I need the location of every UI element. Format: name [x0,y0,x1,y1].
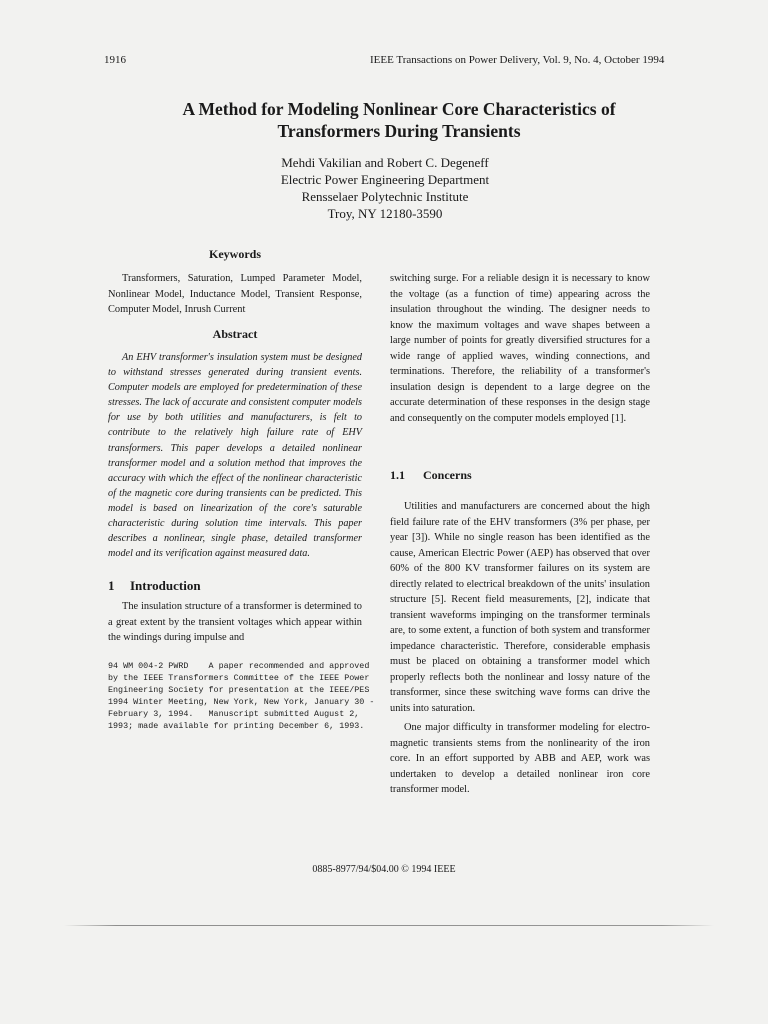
footnote-line: 1994 Winter Meeting, New York, New York, January 30 - [108,697,375,708]
author-location: Troy, NY 12180-3590 [327,206,443,221]
author-institute: Rensselaer Polytechnic Institute [301,189,469,204]
author-department: Electric Power Engineering Department [280,172,490,187]
footnote-line: by the IEEE Transformers Committee of the IEEE Power [108,673,370,684]
concerns-paragraph-1: Utilities and manufacturers are concerned about the high field failure rate of the EHV transformers (3% per phase, per year [3]). While no single reason has been identified as the cause, American Electric Power (AEP) has observed that over 60% of the 800 KV transformer failures on its system are directly related to electrical breakdown of the units' insulation structure [5]. Recent field measurements, [2], indicate that transient waveforms impinging on the transformer terminals are, to some extent, a function of both system and transformer impedance characteristic. Therefore, considerable emphasis must be placed on obtaining a transformer model which properly reflects both the nonlinear and lossy nature of the transformer, since these switching wave forms can drive the units into saturation. [390,501,650,714]
keywords-text: Transformers, Saturation, Lumped Parameter Model, Nonlinear Model, Inductance Model, Transient Response, Computer Model, Inrush Current [108,273,362,315]
keywords-heading: Keywords [209,247,261,261]
concerns-title: Concerns [423,468,472,482]
title-line-2: Transformers During Transients [277,121,521,141]
paper-title [90,98,708,142]
introduction-section [108,578,362,646]
scan-rule-line [64,925,714,926]
title-line-1: A Method for Modeling Nonlinear Core Characteristics of [182,99,616,119]
introduction-text: The insulation structure of a transformer is determined to a great extent by the transient voltages which appear within the windings during impulse and [108,601,362,643]
footnote [108,660,378,733]
footnote-line: February 3, 1994. Manuscript submitted August 2, [108,709,360,720]
abstract-text: An EHV transformer's insulation system must be designed to withstand stresses generated during transient events. Computer models are employed for predetermination of these stresses. The lack of accurate and consistent computer models for use by both utilities and manufacturers, is felt to contribute to the relatively high failure rate of EHV transformers. This paper develops a detailed nonlinear transformer model and a solution method that improves the accuracy with which the effect of the nonlinear characteristic of the magnetic core during transients can be predicted. This model is based on linearization of the core's saturable characteristic during solution time intervals. This paper describes a nonlinear, single phase, detailed transformer model and its verification against measured data. [108,352,362,560]
introduction-number: 1 [108,578,115,593]
intro-continued [390,271,650,426]
page-number: 1916 [104,54,126,66]
concerns-heading [390,468,650,483]
keywords-section [108,247,362,318]
concerns-paragraph-2: One major difficulty in transformer modeling for electro-magnetic transients stems from the nonlinearity of the iron core. In an effort supported by ABB and AEP, work was undertaken to develop a detailed nonlinear iron core transformer model. [390,722,650,795]
concerns-number: 1.1 [390,468,405,482]
introduction-title: Introduction [130,578,201,593]
concerns-section [390,468,650,798]
copyright-line: 0885-8977/94/$04.00 © 1994 IEEE [312,864,456,875]
footnote-line: 1993; made available for printing December 6, 1993. [108,721,365,732]
abstract-heading: Abstract [212,327,258,341]
footnote-line: Engineering Society for presentation at the IEEE/PES [108,685,370,696]
abstract-section [108,327,362,561]
author-block [200,154,570,222]
introduction-heading [108,578,362,594]
intro-continued-text: switching surge. For a reliable design it is necessary to know the voltage (as a function of time) appearing across the insulation throughout the winding. The designer needs to know the maximum voltages and wave shapes between a large number of points for greatly diversified structures for a wide range of applied waves, winding connections, and terminations. Therefore, the reliability of a transformer's insulation design is dependent to a large degree on the accurate determination of these responses in the design stage and consequently on the computer models employed [1]. [390,273,650,424]
footnote-line: 94 WM 004-2 PWRD A paper recommended and approved [108,661,370,671]
author-names: Mehdi Vakilian and Robert C. Degeneff [281,155,489,170]
journal-header: IEEE Transactions on Power Delivery, Vol. 9, No. 4, October 1994 [370,54,665,66]
